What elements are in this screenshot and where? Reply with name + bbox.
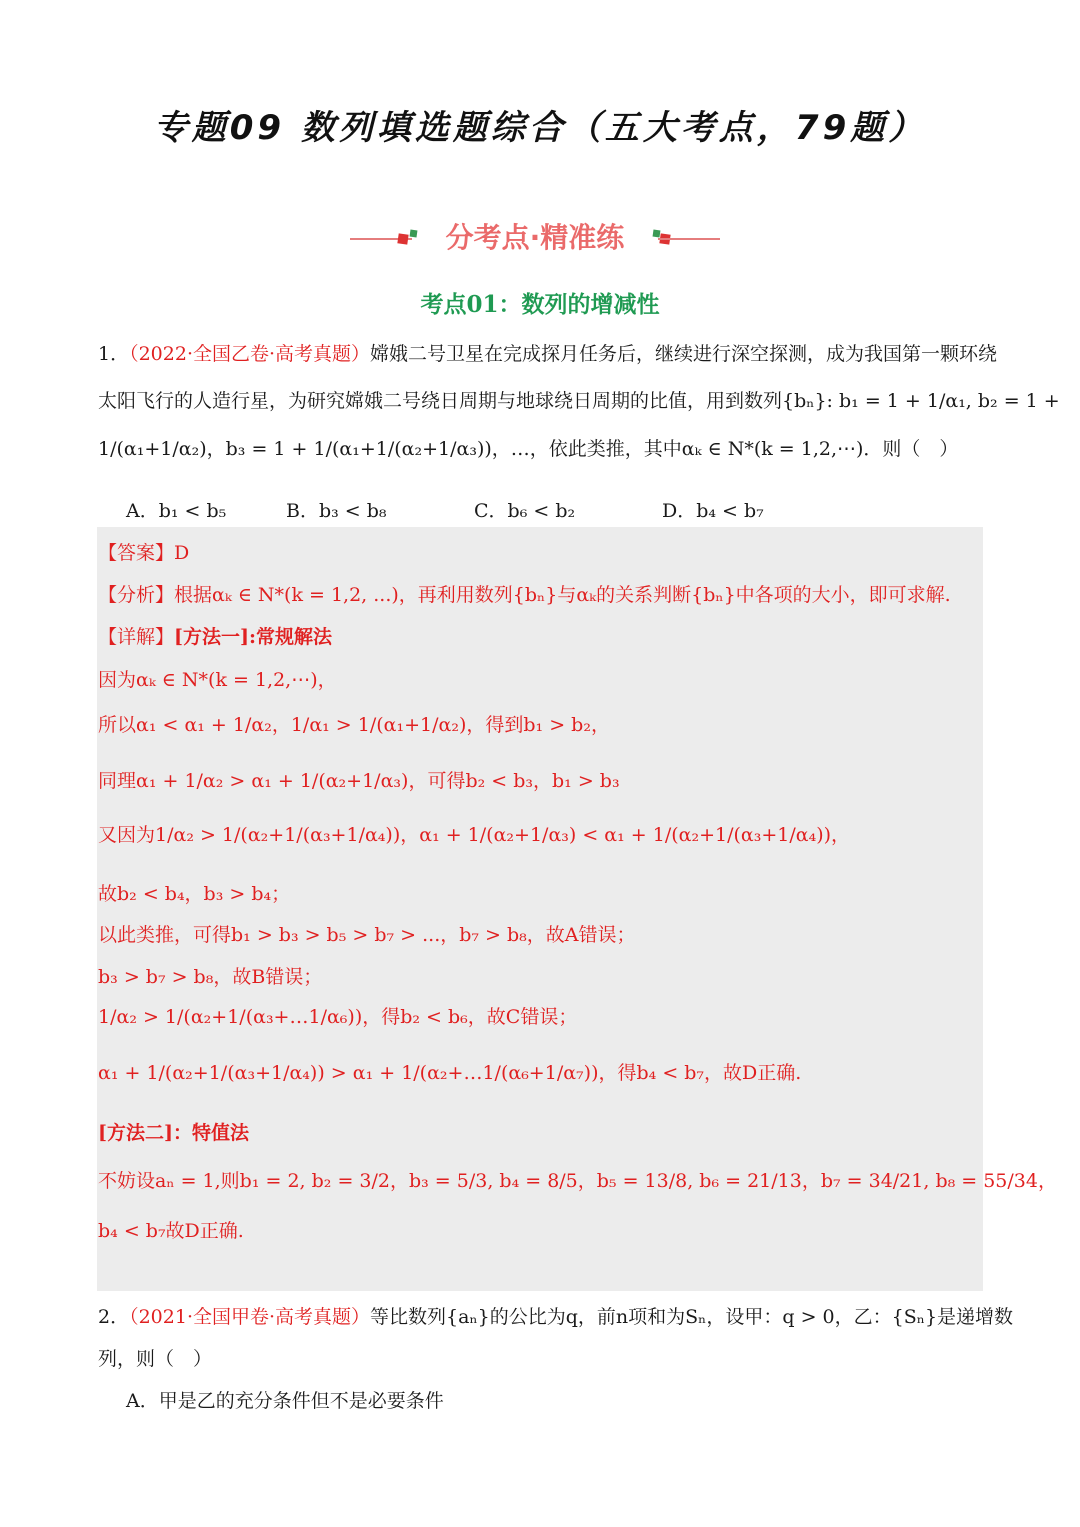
section-heading: 考点01：数列的增减性 [420,291,660,318]
step-2: 所以α₁ < α₁ + 1/α₂，1/α₁ > 1/(α₁+1/α₂)，得到b₁ > b₂， [98,714,610,736]
section-banner [350,212,720,258]
special-value-conclusion: b₄ < b₇故D正确. [98,1220,244,1242]
q2-line2: 列，则（ ） [98,1348,213,1370]
step-5: 故b₂ < b₄，b₃ > b₄； [98,883,291,905]
answer-label: 【答案】 [98,542,175,564]
method2-label: [方法二]：特值法 [98,1122,249,1144]
step-1: 因为αₖ ∈ N*(k = 1,2,⋯)， [98,669,337,691]
answer-line [98,538,189,565]
q1-source: （2022·全国乙卷·高考真题） [129,343,371,365]
q2-line1 [98,1302,1013,1329]
method1-label: [方法一]:常规解法 [174,626,333,648]
analysis-text: 根据αₖ ∈ N*(k = 1,2, ...)，再利用数列{bₙ}与αₖ的关系判断{bₙ}中各项的大小，即可求解. [174,584,951,606]
page-title: 专题09 数列填选题综合（五大考点，79题） [153,108,927,148]
detail-line [98,622,332,649]
q1-stem-line1: 嫦娥二号卫星在完成探月任务后，继续进行深空探测，成为我国第一颗环绕 [370,343,998,365]
special-value-line: 不妨设aₙ = 1,则b₁ = 2, b₂ = 3/2，b₃ = 5/3, b₄ = 8/5，b₅ = 13/8, b₆ = 21/13，b₇ = 34/21, b₈ = 55/34， [98,1170,1057,1192]
step-7: b₃ > b₇ > b₈，故B错误； [98,966,323,988]
step-4: 又因为1/α₂ > 1/(α₂+1/(α₃+1/α₄))，α₁ + 1/(α₂+1/α₃) < α₁ + 1/(α₂+1/(α₃+1/α₄))， [98,824,851,846]
banner-text: 分考点·精准练 [445,221,625,254]
step-6: 以此类推，可得b₁ > b₃ > b₅ > b₇ > ...，b₇ > b₈，故A错误； [98,924,636,946]
step-8: 1/α₂ > 1/(α₂+1/(α₃+…1/α₆))，得b₂ < b₆，故C错误； [98,1006,578,1028]
step-3: 同理α₁ + 1/α₂ > α₁ + 1/(α₂+1/α₃)，可得b₂ < b₃，b₁ > b₃ [98,770,620,792]
answer-value: D [174,542,190,564]
analysis-label: 【分析】 [98,584,175,606]
banner-right-line [658,238,720,240]
q1-line1 [98,339,997,366]
q1-option-a: A．b₁ < b₅ [126,500,227,522]
q1-option-b: B．b₃ < b₈ [286,500,387,522]
banner-left-green-square [410,230,418,238]
q2-option-a: A．甲是乙的充分条件但不是必要条件 [126,1390,444,1412]
q1-line3: 1/(α₁+1/α₂)，b₃ = 1 + 1/(α₁+1/(α₂+1/α₃))，…，依此类推，其中αₖ ∈ N*(k = 1,2,⋯)．则（ ） [98,438,959,460]
q1-option-c: C．b₆ < b₂ [474,500,576,522]
q2-number: 2． [98,1306,130,1328]
q1-number: 1． [98,343,130,365]
analysis-line [98,580,951,607]
q1-line2: 太阳飞行的人造行星，为研究嫦娥二号绕日周期与地球绕日周期的比值，用到数列{bₙ}: b₁ = 1 + 1/α₁, b₂ = 1 + [98,390,1060,412]
step-9: α₁ + 1/(α₂+1/(α₃+1/α₄)) > α₁ + 1/(α₂+…1/(α₆+1/α₇))，得b₄ < b₇，故D正确. [98,1062,802,1084]
q2-stem-line1: 等比数列{aₙ}的公比为q，前n项和为Sₙ，设甲：q > 0，乙：{Sₙ}是递增数 [370,1306,1014,1328]
detail-label: 【详解】 [98,626,175,648]
q2-source: （2021·全国甲卷·高考真题） [129,1306,371,1328]
banner-left-square [397,233,408,244]
q1-option-d: D．b₄ < b₇ [662,500,764,522]
banner-right-green-square [653,230,661,238]
